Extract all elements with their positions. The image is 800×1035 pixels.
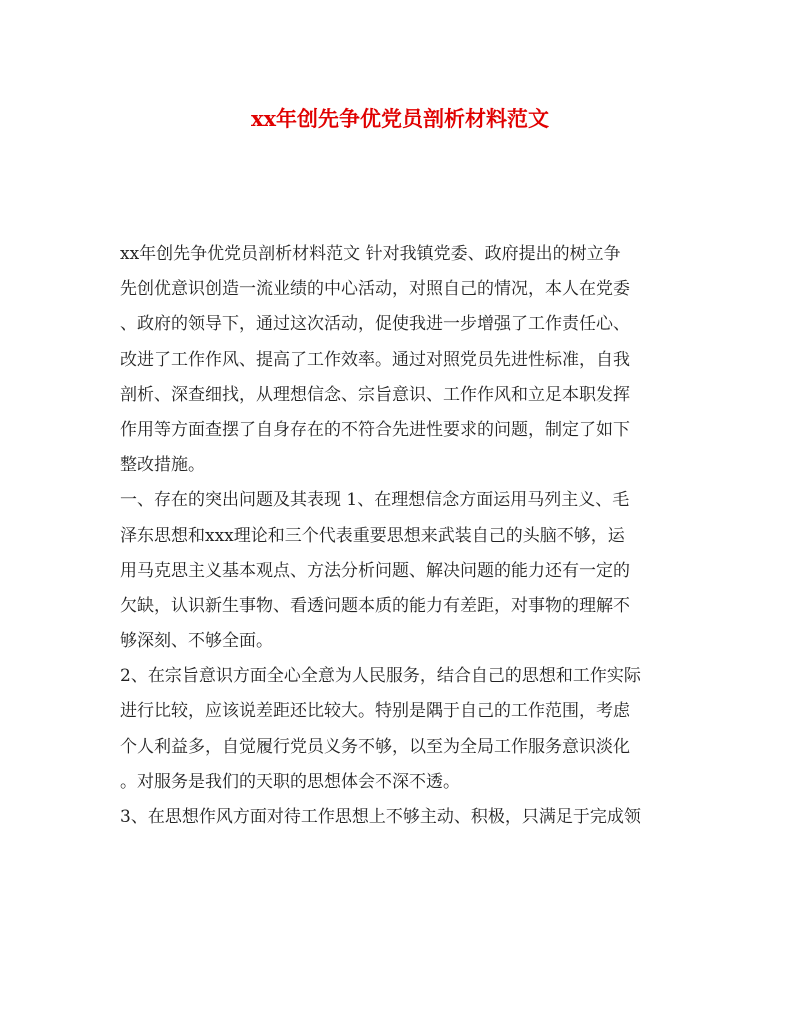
body-line-6: 作用等方面查摆了自身存在的不符合先进性要求的问题，制定了如下 [120,419,630,440]
body-line-7: 整改措施。 [120,455,205,476]
document-body [120,237,684,835]
document-title: xx年创先争优党员剖析材料范文 [250,106,550,131]
body-line-13: 2、在宗旨意识方面全心全意为人民服务，结合自己的思想和工作实际 [120,666,641,687]
body-line-10: 用马克思主义基本观点、方法分析问题、解决问题的能力还有一定的 [120,560,630,581]
body-line-16: 。对服务是我们的天职的思想体会不深不透。 [120,771,460,792]
body-line-1: xx年创先争优党员剖析材料范文 针对我镇党委、政府提出的树立争 [120,244,621,264]
body-line-11: 欠缺，认识新生事物、看透问题本质的能力有差距，对事物的理解不 [120,595,630,616]
body-line-9: 泽东思想和xxx理论和三个代表重要思想来武装自己的头脑不够，运 [120,525,625,546]
body-line-4: 改进了工作作风、提高了工作效率。通过对照党员先进性标准，自我 [120,349,630,370]
body-line-17: 3、在思想作风方面对待工作思想上不够主动、积极，只满足于完成领 [120,807,641,827]
body-line-15: 个人利益多，自觉履行党员义务不够，以至为全局工作服务意识淡化 [120,736,630,757]
body-line-2: 先创优意识创造一流业绩的中心活动，对照自己的情况，本人在党委 [120,279,630,300]
body-line-8: 一、存在的突出问题及其表现 1、在理想信念方面运用马列主义、毛 [120,490,630,511]
body-line-12: 够深刻、不够全面。 [120,631,273,652]
body-line-14: 进行比较，应该说差距还比较大。特别是隅于自己的工作范围，考虑 [120,701,630,722]
body-line-3: 、政府的领导下，通过这次活动，促使我进一步增强了工作责任心、 [120,314,630,335]
body-line-5: 剖析、深查细找，从理想信念、宗旨意识、工作作风和立足本职发挥 [120,384,630,405]
